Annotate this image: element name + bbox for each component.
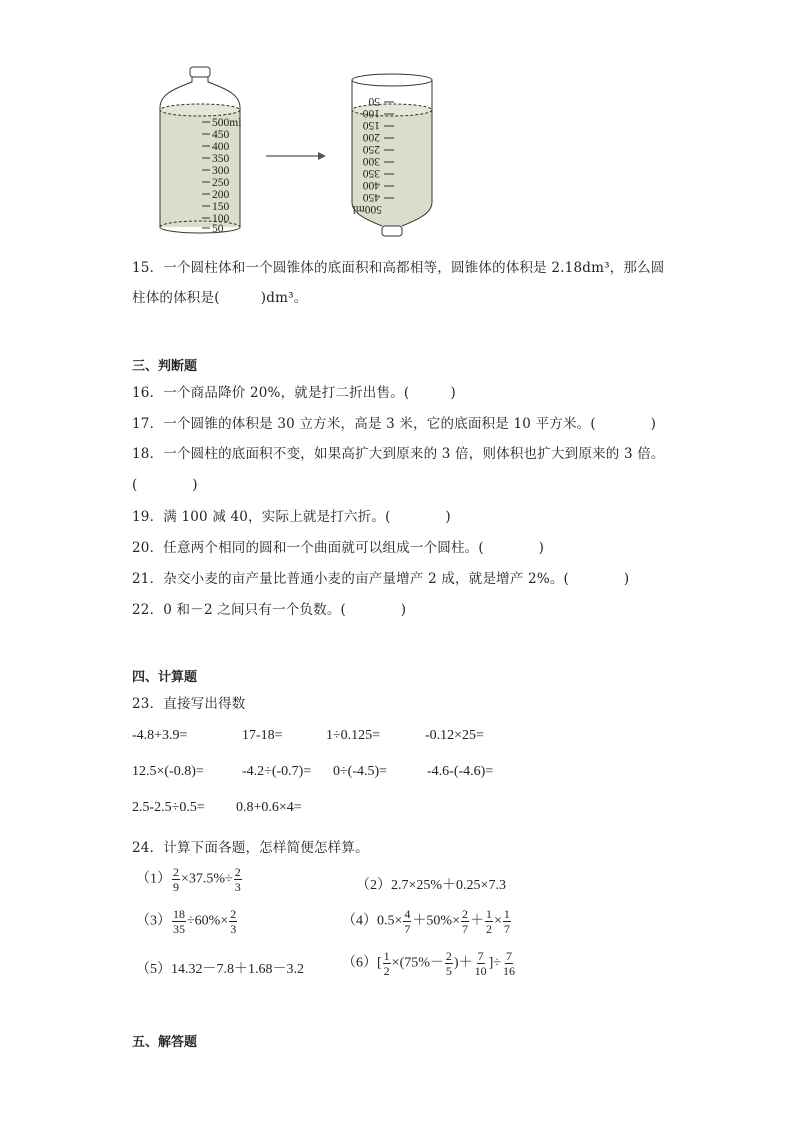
q24-p3: （3） $\frac{18}{35}$ ÷60%× $\frac{2}{3}$ xyxy=(136,907,237,936)
q24-p4-label: （4） xyxy=(342,913,377,929)
right-scale-300: 300 xyxy=(362,155,380,167)
q24-p4: （4）0.5× $\frac{4}{7}$ ＋50%× $\frac{2}{7}$ ＋ $\frac{1}{2}$ × $\frac{1}{7}$ xyxy=(342,907,510,936)
q19: 19．满 100 减 40，实际上就是打六折。( ) xyxy=(132,509,451,525)
fraction: $\frac{4}{7}$ xyxy=(404,907,411,936)
q15-line1: 15．一个圆柱体和一个圆锥体的底面积和高都相等，圆锥体的体积是 2.18dm³，那么圆 xyxy=(132,260,665,276)
q16: 16．一个商品降价 20%，就是打二折出售。( ) xyxy=(132,385,456,401)
fraction: $\frac{1}{7}$ xyxy=(503,907,510,936)
q24-p5: （5）14.32－7.8＋1.68－3.2 xyxy=(136,962,304,977)
fraction: $\frac{7}{10}$ xyxy=(474,949,487,978)
q21: 21．杂交小麦的亩产量比普通小麦的亩产量增产 2 成，就是增产 2%。( ) xyxy=(132,571,630,587)
q24-p1-label: （1） xyxy=(136,871,171,887)
q23-r3c2: 0.8+0.6×4= xyxy=(236,800,302,815)
q24-p1: （1） $\frac{2}{9}$ ×37.5%÷ $\frac{2}{3}$ xyxy=(136,865,241,894)
q23-r1c1: -4.8+3.9= xyxy=(132,728,188,743)
q18: 18．一个圆柱的底面积不变，如果高扩大到原来的 3 倍，则体积也扩大到原来的 3 倍。 xyxy=(132,446,665,462)
q24-p2-label: （2） xyxy=(356,878,391,893)
right-scale-50: 50 xyxy=(368,95,380,107)
fraction: $\frac{1}{2}$ xyxy=(485,907,492,936)
q20: 20．任意两个相同的圆和一个曲面就可以组成一个圆柱。( ) xyxy=(132,540,545,556)
left-scale-200: 200 xyxy=(212,189,230,201)
left-scale-150: 150 xyxy=(212,201,230,213)
right-scale-bottom: 500ml xyxy=(352,203,382,215)
left-scale-250: 250 xyxy=(212,177,230,189)
q15-line2: 柱体的体积是( )dm³。 xyxy=(132,290,308,306)
q24-p5-label: （5） xyxy=(136,962,171,977)
arrow xyxy=(266,152,326,160)
fraction: $\frac{18}{35}$ xyxy=(173,907,185,936)
left-scale-100: 100 xyxy=(212,213,230,225)
q23-r2c2: -4.2÷(-0.7)= xyxy=(242,764,312,779)
right-scale-100: 100 xyxy=(362,107,380,119)
right-scale-250: 250 xyxy=(362,143,380,155)
right-scale-450: 450 xyxy=(362,191,380,203)
q23-r1c3: 1÷0.125= xyxy=(326,728,381,743)
q24-title: 24．计算下面各题，怎样简便怎样算。 xyxy=(132,840,369,856)
section3-title: 三、判断题 xyxy=(132,359,198,374)
q24-p2: （2）2.7×25%＋0.25×7.3 xyxy=(356,878,506,893)
right-scale-200: 200 xyxy=(362,131,380,143)
right-scale-350: 350 xyxy=(362,167,380,179)
left-scale-350: 350 xyxy=(212,153,230,165)
section4-title: 四、计算题 xyxy=(132,670,198,685)
q23-r2c1: 12.5×(-0.8)= xyxy=(132,764,204,779)
bottle-figure xyxy=(150,62,450,242)
q23-r2c4: -4.6-(-4.6)= xyxy=(427,764,494,779)
left-scale-400: 400 xyxy=(212,141,230,153)
left-scale-300: 300 xyxy=(212,165,230,177)
q24-p3-label: （3） xyxy=(136,913,171,929)
q18-answer: ( ) xyxy=(132,477,198,493)
q22: 22．0 和－2 之间只有一个负数。( ) xyxy=(132,602,407,618)
left-scale-top: 500ml xyxy=(212,117,242,129)
q23-r1c4: -0.12×25= xyxy=(425,728,484,743)
q17: 17．一个圆锥的体积是 30 立方米，高是 3 米，它的底面积是 10 平方米。( ) xyxy=(132,416,657,432)
right-scale-400: 400 xyxy=(362,179,380,191)
q23-r2c3: 0÷(-4.5)= xyxy=(333,764,388,779)
fraction: $\frac{2}{7}$ xyxy=(461,907,468,936)
q23-title: 23．直接写出得数 xyxy=(132,696,246,712)
q23-r1c2: 17-18= xyxy=(242,728,283,743)
fraction: $\frac{1}{2}$ xyxy=(383,949,390,978)
fraction: $\frac{2}{3}$ xyxy=(234,865,241,894)
right-scale-150: 150 xyxy=(362,119,380,131)
section5-title: 五、解答题 xyxy=(132,1035,198,1050)
q24-p6-label: （6） xyxy=(342,955,377,971)
left-scale-50: 50 xyxy=(212,223,224,235)
fraction: $\frac{2}{9}$ xyxy=(173,865,179,894)
left-scale-450: 450 xyxy=(212,129,230,141)
q23-r3c1: 2.5-2.5÷0.5= xyxy=(132,800,205,815)
q24-p6: （6）[ $\frac{1}{2}$ ×(75%－ $\frac{2}{5}$ )＋ $\frac{7}{10}$ ]÷ $\frac{7}{16}$ xyxy=(342,949,515,978)
fraction: $\frac{2}{3}$ xyxy=(230,907,237,936)
fraction: $\frac{7}{16}$ xyxy=(502,949,515,978)
fraction: $\frac{2}{5}$ xyxy=(445,949,452,978)
